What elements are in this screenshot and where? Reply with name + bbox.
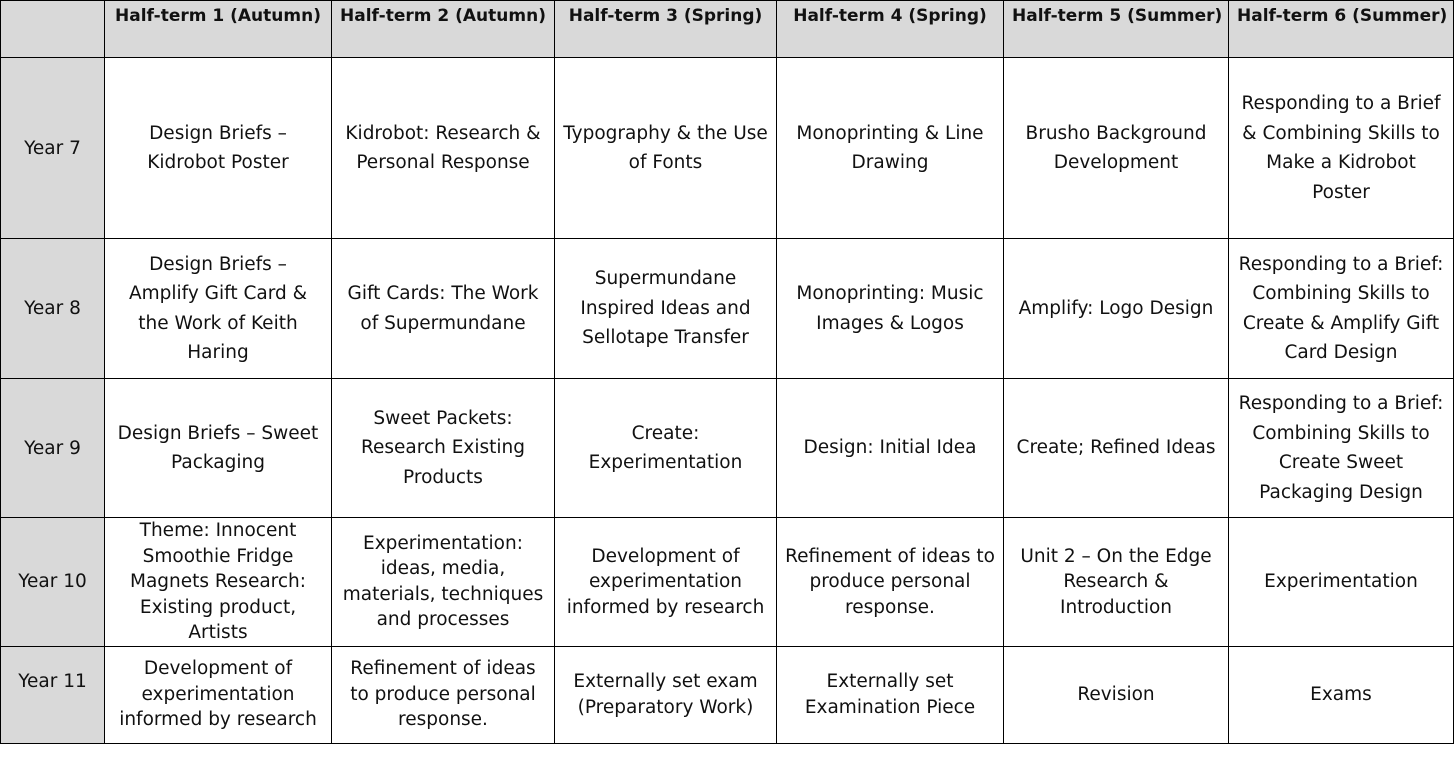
- table-row-year-9: [1, 379, 1454, 518]
- cell-year-8-ht6: Responding to a Brief: Combining Skills to Create & Amplify Gift Card Design: [1229, 239, 1454, 379]
- header-half-term-5: Half-term 5 (Summer): [1004, 1, 1229, 58]
- cell-year-9-ht4: Design: Initial Idea: [777, 379, 1004, 518]
- cell-year-7-ht3: Typography & the Use of Fonts: [555, 58, 777, 239]
- cell-year-7-ht5: Brusho Background Development: [1004, 58, 1229, 239]
- cell-year-10-ht6: Experimentation: [1229, 518, 1454, 647]
- cell-year-10-ht1: Theme: Innocent Smoothie Fridge Magnets Research: Existing product, Artists: [105, 518, 332, 647]
- cell-year-10-ht2: Experimentation: ideas, media, materials, techniques and processes: [332, 518, 555, 647]
- header-half-term-6: Half-term 6 (Summer): [1229, 1, 1454, 58]
- table-body: [1, 58, 1454, 744]
- header-half-term-2: Half-term 2 (Autumn): [332, 1, 555, 58]
- row-label-year-7: Year 7: [1, 58, 105, 239]
- table-row-year-7: [1, 58, 1454, 239]
- cell-year-8-ht2: Gift Cards: The Work of Supermundane: [332, 239, 555, 379]
- row-label-year-9: Year 9: [1, 379, 105, 518]
- cell-year-8-ht4: Monoprinting: Music Images & Logos: [777, 239, 1004, 379]
- cell-year-11-ht5: Revision: [1004, 646, 1229, 743]
- cell-year-11-ht6: Exams: [1229, 646, 1454, 743]
- cell-year-7-ht4: Monoprinting & Line Drawing: [777, 58, 1004, 239]
- cell-year-9-ht3: Create: Experimentation: [555, 379, 777, 518]
- cell-year-8-ht1: Design Briefs – Amplify Gift Card & the Work of Keith Haring: [105, 239, 332, 379]
- header-row: [1, 1, 1454, 58]
- cell-year-8-ht3: Supermundane Inspired Ideas and Sellotape Transfer: [555, 239, 777, 379]
- table-row-year-11: [1, 646, 1454, 743]
- header-half-term-4: Half-term 4 (Spring): [777, 1, 1004, 58]
- cell-year-11-ht4: Externally set Examination Piece: [777, 646, 1004, 743]
- row-label-year-10: Year 10: [1, 518, 105, 647]
- cell-year-7-ht1: Design Briefs – Kidrobot Poster: [105, 58, 332, 239]
- table-row-year-8: [1, 239, 1454, 379]
- cell-year-7-ht6: Responding to a Brief & Combining Skills to Make a Kidrobot Poster: [1229, 58, 1454, 239]
- table-row-year-10: [1, 518, 1454, 647]
- row-label-year-8: Year 8: [1, 239, 105, 379]
- cell-year-11-ht1: Development of experimentation informed by research: [105, 646, 332, 743]
- cell-year-7-ht2: Kidrobot: Research & Personal Response: [332, 58, 555, 239]
- cell-year-11-ht2: Refinement of ideas to produce personal response.: [332, 646, 555, 743]
- cell-year-10-ht3: Development of experimentation informed by research: [555, 518, 777, 647]
- row-label-year-11: Year 11: [1, 646, 105, 743]
- cell-year-9-ht1: Design Briefs – Sweet Packaging: [105, 379, 332, 518]
- table-header: [1, 1, 1454, 58]
- cell-year-10-ht5: Unit 2 – On the Edge Research & Introduction: [1004, 518, 1229, 647]
- corner-cell: [1, 1, 105, 58]
- cell-year-8-ht5: Amplify: Logo Design: [1004, 239, 1229, 379]
- cell-year-10-ht4: Refinement of ideas to produce personal response.: [777, 518, 1004, 647]
- header-half-term-1: Half-term 1 (Autumn): [105, 1, 332, 58]
- cell-year-9-ht2: Sweet Packets: Research Existing Products: [332, 379, 555, 518]
- cell-year-9-ht5: Create; Refined Ideas: [1004, 379, 1229, 518]
- cell-year-9-ht6: Responding to a Brief: Combining Skills to Create Sweet Packaging Design: [1229, 379, 1454, 518]
- cell-year-11-ht3: Externally set exam (Preparatory Work): [555, 646, 777, 743]
- header-half-term-3: Half-term 3 (Spring): [555, 1, 777, 58]
